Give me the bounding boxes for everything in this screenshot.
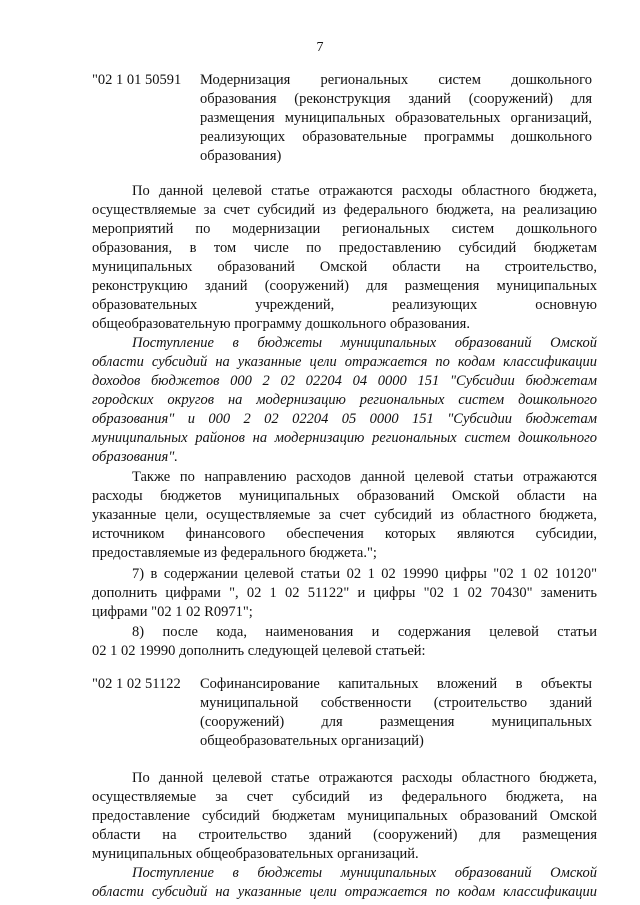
paragraph-line: предоставляемые из федерального бюджета."; — [92, 545, 377, 561]
article-title-line: реализующих образовательные программы дошкольного — [200, 129, 592, 145]
italic-paragraph-line: области субсидий на указанные цели отражается по кодам классификации — [92, 354, 597, 370]
italic-paragraph-line: образования". — [92, 449, 178, 465]
paragraph-line: По данной целевой статье отражаются расходы областного бюджета, — [132, 183, 597, 199]
article-title-line: Модернизация региональных систем дошкольного — [200, 72, 592, 88]
italic-paragraph-line: доходов бюджетов 000 2 02 02204 04 0000 151 "Субсидии бюджетам — [92, 373, 597, 389]
paragraph-line: образовательных учреждений, реализующих основную — [92, 297, 597, 313]
paragraph-line: цифрами "02 1 02 R0971"; — [92, 604, 253, 620]
paragraph-line: реконструкцию зданий (сооружений) для размещения муниципальных — [92, 278, 597, 294]
article-title-line: размещения муниципальных образовательных организаций, — [200, 110, 592, 126]
paragraph-line: 02 1 02 19990 дополнить следующей целевой статьей: — [92, 643, 426, 659]
paragraph-line: области на строительство зданий (сооружений) для размещения — [92, 827, 597, 843]
paragraph-line: мероприятий по модернизации региональных систем дошкольного — [92, 221, 597, 237]
italic-paragraph-line: городских округов на модернизацию региональных систем дошкольного — [92, 392, 597, 408]
paragraph-line: предоставление субсидий бюджетам муниципальных образований Омской — [92, 808, 597, 824]
paragraph-line: осуществляемые за счет субсидий из федерального бюджета, на — [92, 789, 597, 805]
italic-paragraph-line: образования" и 000 2 02 02204 05 0000 151 "Субсидии бюджетам — [92, 411, 597, 427]
paragraph-line: указанные цели, осуществляемые за счет субсидий из областного бюджета, — [92, 507, 597, 523]
paragraph-line: муниципальных образований Омской области на строительство, — [92, 259, 597, 275]
paragraph-line: Также по направлению расходов данной целевой статьи отражаются — [132, 469, 597, 485]
article-title-line: Софинансирование капитальных вложений в объекты — [200, 676, 592, 692]
italic-paragraph-line: Поступление в бюджеты муниципальных образований Омской — [132, 335, 597, 351]
paragraph-line: муниципальных общеобразовательных организаций. — [92, 846, 419, 862]
article-title-line: образования) — [200, 148, 282, 164]
paragraph-line: По данной целевой статье отражаются расходы областного бюджета, — [132, 770, 597, 786]
paragraph-line: дополнить цифрами ", 02 1 02 51122" и цифры "02 1 02 70430" заменить — [92, 585, 597, 601]
paragraph-line: осуществляемые за счет субсидий из федерального бюджета, на реализацию — [92, 202, 597, 218]
italic-paragraph-line: муниципальных районов на модернизацию региональных систем дошкольного — [92, 430, 597, 446]
paragraph-line: общеобразовательную программу дошкольного образования. — [92, 316, 470, 332]
article-title-line: образования (реконструкция зданий (сооружений) для — [200, 91, 592, 107]
article-code: "02 1 02 51122 — [92, 676, 181, 692]
paragraph-line: 7) в содержании целевой статьи 02 1 02 19990 цифры "02 1 02 10120" — [132, 566, 597, 582]
paragraph-line: расходы бюджетов муниципальных образований Омской области на — [92, 488, 597, 504]
paragraph-line: источником финансового обеспечения которых являются субсидии, — [92, 526, 597, 542]
paragraph-line: 8) после кода, наименования и содержания целевой статьи — [132, 624, 597, 640]
article-code: "02 1 01 50591 — [92, 72, 182, 88]
article-title-line: муниципальной собственности (строительство зданий — [200, 695, 592, 711]
paragraph-line: образования, в том числе по предоставлению субсидий бюджетам — [92, 240, 597, 256]
italic-paragraph-line: области субсидий на указанные цели отражается по кодам классификации — [92, 884, 597, 900]
page-number: 7 — [316, 40, 324, 55]
article-title-line: общеобразовательных организаций) — [200, 733, 424, 749]
article-title-line: (сооружений) для размещения муниципальных — [200, 714, 592, 730]
italic-paragraph-line: Поступление в бюджеты муниципальных образований Омской — [132, 865, 597, 881]
